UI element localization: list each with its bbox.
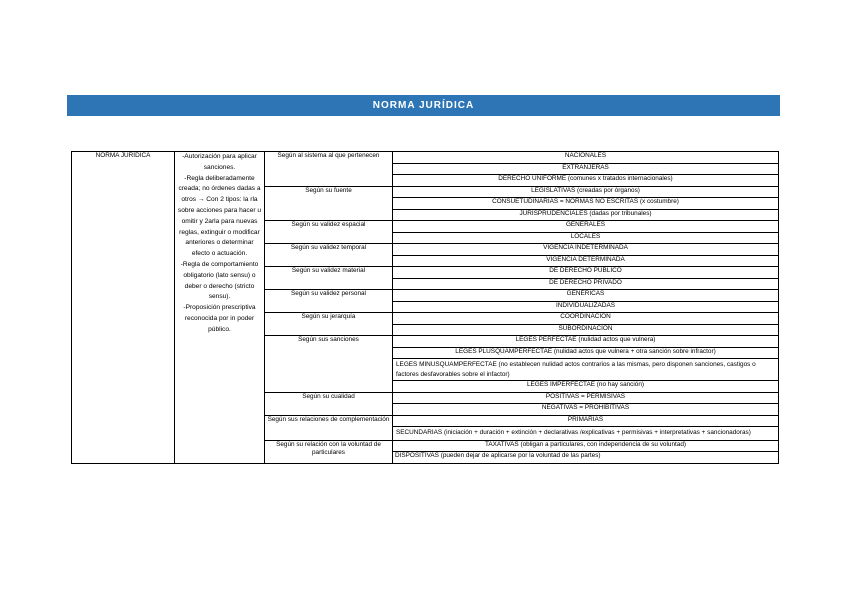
category-value: DISPOSITIVAS (pueden dejar de aplicarse por la voluntad de las partes): [393, 452, 779, 464]
category-label: Según su validez espacial: [291, 221, 366, 228]
category-cell: [265, 221, 393, 244]
description-cell: [175, 152, 265, 464]
category-cell: [265, 313, 393, 336]
category-label: Según su validez personal: [291, 290, 366, 297]
category-value: LEGES PLUSQUAMPERFECTAE (nulidad actos que vulnera + otra sanción sobre infractor): [393, 347, 779, 359]
norma-table: [71, 151, 779, 464]
category-cell: [265, 392, 393, 415]
category-label: Según sus sanciones: [298, 336, 359, 343]
category-value: LEGES IMPERFECTAE (no hay sanción): [393, 381, 779, 393]
category-label: Según su validez temporal: [290, 244, 367, 251]
category-value: TAXATIVAS (obligan a particulares, con independencia de su voluntad): [393, 440, 779, 452]
category-label: Según su fuente: [305, 186, 352, 194]
category-value: DE DERECHO PÚBLICO: [393, 267, 779, 279]
category-value: DE DERECHO PRIVADO: [393, 278, 779, 290]
category-label: Según su jerarquía: [301, 313, 356, 320]
category-value: LOCALES: [393, 232, 779, 244]
category-value: GENERALES: [393, 221, 779, 233]
category-cell: [265, 152, 393, 187]
category-value: SECUNDARIAS (iniciación + duración + extinción + declarativas /explicativas + permisivas + interpretativas + sancionadoras): [393, 427, 779, 441]
category-value: NEGATIVAS = PROHIBITIVAS: [393, 404, 779, 416]
category-value: DERECHO UNIFORME (comunes x tratados internacionales): [393, 175, 779, 187]
category-value: INDIVIDUALIZADAS: [393, 301, 779, 313]
category-cell: [265, 244, 393, 267]
category-cell: [265, 440, 393, 463]
category-value: COORDINACIÓN: [393, 313, 779, 325]
category-label: Según sus relaciones de complementación: [267, 415, 390, 423]
row-label-cell: [72, 152, 175, 464]
category-label: Según su cualidad: [302, 392, 355, 400]
category-cell: [265, 186, 393, 221]
category-cell: [265, 290, 393, 313]
description-text: -Autorización para aplicar sanciones. -Regla deliberadamente creada; no órdenes dadas a otros → Con 2 tipos: la rla sobre acciones para hacer u omitir y 2arla para nuevas reglas, extinguir o modificar anteriores o determinar efecto o actuación. -Regla de comportamiento obligatorio (lato sensu) o deber o derecho (stricto sensu). -Proposición prescriptiva reconocida por in poder público.: [177, 153, 262, 333]
category-label: Según su validez material: [291, 267, 366, 274]
category-value: CONSUETUDINARIAS = NORMAS NO ESCRITAS (x costumbre): [393, 198, 779, 210]
category-value: SUBORDINACIÓN: [393, 324, 779, 336]
category-value: LEGES PERFECTAE (nulidad actos que vulnera): [393, 336, 779, 348]
category-cell: [265, 267, 393, 290]
category-cell: [265, 415, 393, 440]
category-value: LEGISLATIVAS (creadas por órganos): [393, 186, 779, 198]
category-value: VIGENCIA DETERMINADA: [393, 255, 779, 267]
category-value: LEGES MINUSQUAMPERFECTAE (no establecen nulidad actos contrarios a las mismas, pero disponen sanciones, castigos o factores desfavorables sobre el infactor): [393, 359, 779, 381]
category-value: PRIMARIAS: [393, 415, 779, 427]
category-label: Según al sistema al que pertenecen: [277, 152, 380, 159]
category-label: Según su relación con la voluntad de particulares: [276, 440, 381, 457]
category-value: NACIONALES: [393, 152, 779, 164]
page-title: NORMA JURÍDICA: [67, 95, 780, 116]
table-row: [72, 152, 779, 164]
category-value: VIGENCIA INDETERMINADA: [393, 244, 779, 256]
row-label: NORMA JURÍDICA: [95, 152, 151, 159]
category-value: POSITIVAS = PERMISIVAS: [393, 392, 779, 404]
category-value: JURISPRUDENCIALES (dadas por tribunales): [393, 209, 779, 221]
category-value: GENÉRICAS: [393, 290, 779, 302]
category-cell: [265, 336, 393, 393]
category-value: EXTRANJERAS: [393, 163, 779, 175]
